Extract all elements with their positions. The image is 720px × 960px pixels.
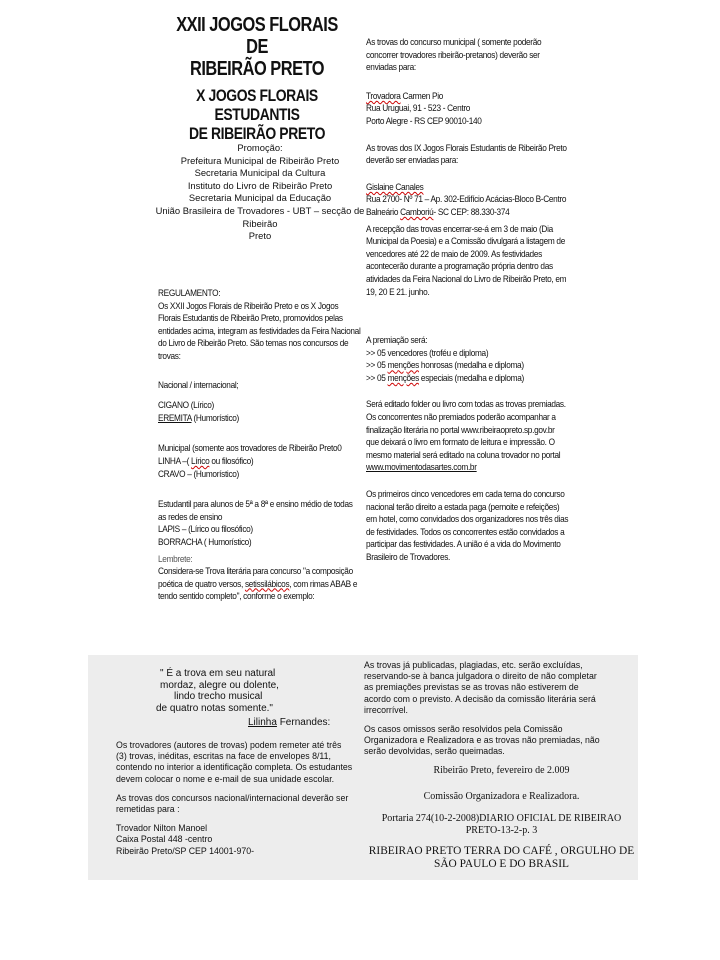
regulamento-line: do Livro de Ribeirão Preto. São temas nos concursos de bbox=[158, 338, 349, 349]
addr1-line: Porto Alegre - RS CEP 90010-140 bbox=[366, 115, 482, 126]
lembrete-line: Considera-se Trova literária para concurso "a composição bbox=[158, 566, 353, 577]
vencedores-line: Os primeiros cinco vencedores em cada tema do concurso bbox=[366, 489, 565, 500]
tema-linha bbox=[158, 455, 367, 468]
vencedores-line: em hotel, como convidados dos organizadores nos três dias bbox=[366, 514, 569, 525]
promocao-line: União Brasileira de Trovadores - UBT – secção de Ribeirão bbox=[155, 204, 365, 229]
omissos-line: serão devolvidas, serão queimadas. bbox=[364, 746, 505, 757]
promocao-line: Prefeitura Municipal de Ribeirão Preto bbox=[180, 154, 340, 166]
vencedores-line: Brasileiro de Trovadores. bbox=[366, 552, 451, 562]
eremita-word: EREMITA bbox=[158, 412, 192, 423]
linha-b: Lírico bbox=[191, 455, 210, 466]
right-bottom bbox=[364, 660, 639, 758]
remessa-line: As trovas dos concursos nacional/internacional deverão ser bbox=[116, 792, 349, 803]
envio-line: contendo no interior a identificação completa. Os estudantes bbox=[116, 762, 353, 773]
vencedores-line: de festividades. Todos os concorrentes estão convidados a bbox=[366, 526, 565, 537]
poem-line: mordaz, alegre ou dolente, bbox=[160, 679, 279, 691]
envio-line: devem colocar o nome e e-mail de sua unidade escolar. bbox=[116, 773, 335, 784]
lembrete-heading: Lembrete: bbox=[158, 553, 193, 564]
municipal-envio-line: enviadas para: bbox=[366, 62, 416, 73]
lembrete-line bbox=[158, 578, 367, 591]
envio-line: Os trovadores (autores de trovas) podem remeter até três bbox=[116, 740, 342, 750]
folder-line: Os concorrentes não premiados poderão acompanhar a bbox=[366, 412, 556, 423]
estudantil-line: Estudantil para alunos de 5ª a 8ª e ensino médio de todas bbox=[158, 499, 353, 510]
regulamento-line: Os XXII Jogos Florais de Ribeirão Preto e os X Jogos bbox=[158, 300, 339, 311]
addr1-a: Trovadora bbox=[366, 90, 401, 101]
address-line: Trovador Nilton Manoel bbox=[116, 823, 208, 834]
tema-eremita bbox=[158, 412, 367, 425]
regulamento-line: trovas: bbox=[158, 350, 181, 361]
folder-line: finalização literária no portal www.ribeiraopreto.sp.gov.br bbox=[366, 424, 555, 435]
exclusao-line: irrecorrível. bbox=[364, 704, 408, 715]
promocao-line: Secretaria Municipal da Cultura bbox=[194, 167, 326, 179]
portal-link[interactable]: www.movimentodasartes.com.br bbox=[366, 462, 477, 473]
exclusao-line: as premiações previstas se as trovas não estiverem de bbox=[364, 682, 579, 693]
comissao-line: Comissão Organizadora e Realizadora. bbox=[423, 791, 580, 802]
premiacao-item bbox=[366, 372, 575, 385]
eremita-rest: (Humorístico) bbox=[191, 412, 239, 423]
nacional-heading: Nacional / internacional; bbox=[158, 379, 239, 390]
addr1-b: Carmen Pio bbox=[400, 90, 444, 101]
addr1-line: Rua Uruguai, 91 - 523 - Centro bbox=[366, 103, 471, 114]
poem-line: lindo trecho musical bbox=[174, 691, 263, 703]
item2a: >> 05 bbox=[366, 360, 388, 371]
recepcao-line: 19, 20 E 21. junho. bbox=[366, 286, 430, 297]
premiacao-item: >> 05 vencedores (troféu e diploma) bbox=[366, 347, 489, 358]
omissos-line: Os casos omissos serão resolvidos pela Comissão bbox=[364, 724, 563, 735]
estudantis-envio-line: As trovas dos IX Jogos Florais Estudantis de Ribeirão Preto bbox=[366, 142, 567, 153]
address-line: Caixa Postal 448 -centro bbox=[116, 834, 213, 845]
left-column bbox=[158, 287, 367, 603]
item2b: menções bbox=[387, 360, 419, 371]
slogan-line: SÃO PAULO E DO BRASIL bbox=[433, 858, 570, 870]
addr1-name bbox=[366, 90, 575, 103]
recepcao-line: vencedores até 22 de maio de 2009. As festividades bbox=[366, 248, 542, 259]
poem-line: de quatro notas somente." bbox=[156, 702, 273, 714]
exclusao-line: acordo com o previsto. A decisão da comissão literária será bbox=[364, 693, 596, 704]
promocao-block bbox=[150, 142, 370, 243]
author-first: Lilinha bbox=[248, 717, 277, 728]
addr2-line bbox=[366, 206, 575, 219]
envio-line: (3) trovas, inéditas, escritas na face de envelopes 8/11, bbox=[116, 751, 331, 762]
portaria-line: Portaria 274(10-2-2008)DIARIO OFICIAL DE RIBEIRAO bbox=[381, 813, 622, 824]
item3a: >> 05 bbox=[366, 372, 388, 383]
lembrete-2a: poética de quatro versos, bbox=[158, 578, 245, 589]
remessa-line: remetidas para : bbox=[116, 804, 180, 815]
signature-block bbox=[364, 765, 639, 871]
regulamento-heading: REGULAMENTO: bbox=[158, 288, 221, 298]
poem-line: " É a trova em seu natural bbox=[160, 668, 276, 679]
author-rest: Fernandes: bbox=[276, 717, 331, 728]
sub-title-line-1: X JOGOS FLORAIS ESTUDANTIS bbox=[196, 86, 318, 124]
addr2-line: Rua 2700- Nº 71 – Ap. 302-Edifício Acácias-Bloco B-Centro bbox=[366, 194, 567, 205]
municipal-heading: Municipal (somente aos trovadores de Ribeirão Preto0 bbox=[158, 443, 342, 454]
portaria-line: PRETO-13-2-p. 3 bbox=[465, 825, 538, 836]
tema-lapis: LAPIS – (Lírico ou filosófico) bbox=[158, 524, 253, 535]
right-column bbox=[366, 36, 575, 564]
address-line: Ribeirão Preto/SP CEP 14001-970- bbox=[116, 845, 255, 856]
folder-line: mesmo material será editado na coluna trovador no portal bbox=[366, 449, 561, 460]
sub-title-line-2: DE RIBEIRÃO PRETO bbox=[188, 124, 326, 143]
main-title-line-1: XXII JOGOS FLORAIS DE bbox=[176, 14, 338, 58]
promocao-line: Instituto do Livro de Ribeirão Preto bbox=[187, 179, 333, 191]
lembrete-2c: , com rimas ABAB e bbox=[289, 578, 358, 589]
premiacao-item bbox=[366, 359, 575, 372]
municipal-envio-line: As trovas do concurso municipal ( somente poderão bbox=[366, 37, 542, 47]
tema-cigano: CIGANO (Lírico) bbox=[158, 400, 214, 411]
omissos-line: Organizadora e Realizadora e as trovas não premiadas, não bbox=[364, 735, 600, 746]
vencedores-line: nacional terão direito a estada paga (pernoite e refeições) bbox=[366, 501, 560, 512]
poem-author bbox=[248, 717, 330, 728]
vencedores-line: participar das festividades. A união é a vida do Movimento bbox=[366, 539, 561, 550]
tema-borracha: BORRACHA ( Humorístico) bbox=[158, 536, 252, 547]
item3c: especiais (medalha e diploma) bbox=[418, 372, 524, 383]
linha-c: ou filosófico) bbox=[209, 455, 254, 466]
recepcao-line: atividades da Feira Nacional do Livro de Ribeirão Preto, em bbox=[366, 273, 567, 284]
promocao-line: Preto bbox=[248, 230, 272, 242]
date-line: Ribeirão Preto, fevereiro de 2.009 bbox=[433, 765, 570, 776]
recepcao-line: Municipal da Poesia) e a Comissão divulgará a listagem de bbox=[366, 236, 565, 247]
addr2-2a: Balneário bbox=[366, 206, 401, 217]
exclusao-line: As trovas já publicadas, plagiadas, etc. serão excluídas, bbox=[364, 660, 583, 670]
estudantis-envio-line: deverão ser enviadas para: bbox=[366, 155, 459, 166]
promocao-line: Secretaria Municipal da Educação bbox=[188, 192, 332, 204]
main-title-line-2: RIBEIRÃO PRETO bbox=[189, 58, 325, 80]
recepcao-line: acontecerão durante a programação própria dentro das bbox=[366, 261, 553, 272]
linha-a: LINHA –( bbox=[158, 455, 192, 466]
lembrete-line: tendo sentido completo", conforme o exemplo: bbox=[158, 591, 315, 602]
municipal-envio-line: concorrer trovadores ribeirão-pretanos) deverão ser bbox=[366, 49, 540, 60]
poem-block bbox=[156, 668, 356, 714]
lembrete-2b: setissilábicos bbox=[244, 578, 290, 589]
estudantil-line: as redes de ensino bbox=[158, 511, 223, 522]
addr2-2c: - SC CEP: 88.330-374 bbox=[433, 206, 510, 217]
addr2-2b: Camboriú bbox=[400, 206, 434, 217]
regulamento-line: entidades acima, integram as festividades da Feira Nacional bbox=[158, 325, 361, 336]
folder-line: Será editado folder ou livro com todas as trovas premiadas. bbox=[366, 399, 566, 410]
regulamento-line: Florais Estudantis de Ribeirão Preto, promovidos pelas bbox=[158, 313, 343, 324]
premiacao-heading: A premiação será: bbox=[366, 335, 428, 346]
folder-line: que deixará o livro em formato de leitura e impressão. O bbox=[366, 437, 555, 448]
slogan-line: RIBEIRAO PRETO TERRA DO CAFÉ , ORGULHO DE bbox=[368, 845, 635, 857]
sub-title bbox=[166, 86, 348, 143]
tema-cravo: CRAVO – (Humorístico) bbox=[158, 468, 239, 479]
left-bottom bbox=[116, 740, 366, 857]
item2c: honrosas (medalha e diploma) bbox=[418, 360, 524, 371]
exclusao-line: reservando-se à banca julgadora o direito de não completar bbox=[364, 671, 597, 682]
promocao-heading: Promoção: bbox=[237, 142, 283, 153]
addr2-name: Gislaine Canales bbox=[366, 181, 424, 192]
recepcao-line: A recepção das trovas encerrar-se-á em 3 de maio (Dia bbox=[366, 223, 553, 234]
item3b: menções bbox=[387, 372, 419, 383]
main-title bbox=[166, 14, 348, 80]
